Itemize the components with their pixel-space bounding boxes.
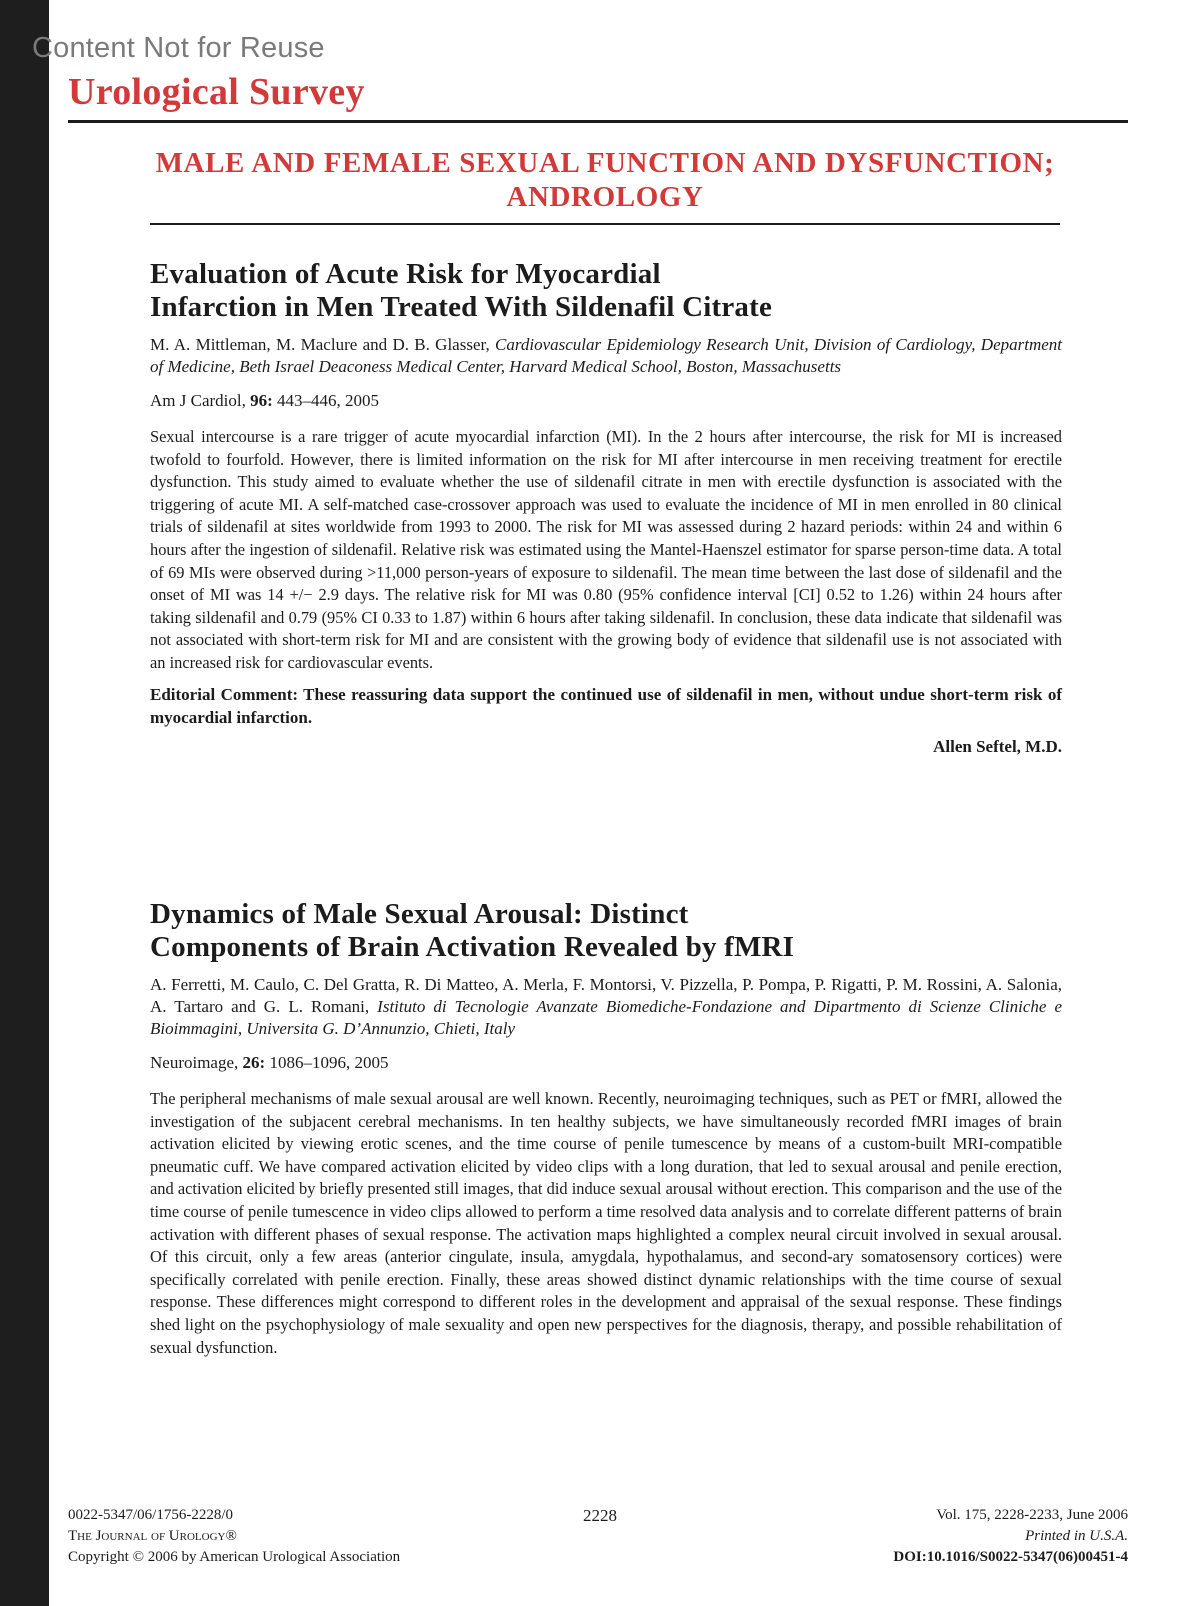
article-title bbox=[150, 258, 1062, 324]
left-margin-bar bbox=[0, 0, 49, 1606]
footer-issn: 0022-5347/06/1756-2228/0 bbox=[68, 1507, 233, 1523]
author-affiliation: Istituto di Tecnologie Avanzate Biomediche-Fondazione and Dipartmento di Scienze Cliniche e Bioimmagini, Universita G. D’Annunzio, Chieti, Italy bbox=[150, 997, 1063, 1038]
article-title-line-1: Evaluation of Acute Risk for Myocardial bbox=[150, 258, 661, 290]
footer-right bbox=[893, 1505, 1128, 1568]
footer-doi: DOI:10.1016/S0022-5347(06)00451-4 bbox=[893, 1549, 1128, 1565]
footer-printed: Printed in U.S.A. bbox=[1025, 1528, 1128, 1544]
article-abstract: Sexual intercourse is a rare trigger of acute myocardial infarction (MI). In the 2 hours after intercourse, the risk for MI is increased twofold to fourfold. However, there is limited information on the risk for MI after intercourse in men receiving treatment for erectile dysfunction. This study aimed to evaluate whether the use of sildenafil citrate in men with erectile dysfunction is associated with the triggering of acute MI. A self-matched case-crossover approach was used to evaluate the incidence of MI in men enrolled in 80 clinical trials of sildenafil at sites worldwide from 1993 to 2000. The risk for MI was assessed during 2 hazard periods: within 24 and within 6 hours after the ingestion of sildenafil. Relative risk was estimated using the Mantel-Haenszel estimator for sparse person-time data. A total of 69 MIs were observed during >11,000 person-years of exposure to sildenafil. The mean time between the last dose of sildenafil and the onset of MI was 14 +/− 2.9 days. The relative risk for MI was 0.80 (95% confidence interval [CI] 0.52 to 1.26) within 24 hours after taking sildenafil and 0.79 (95% CI 0.33 to 1.87) within 6 hours after taking sildenafil. In conclusion, these data indicate that sildenafil was not associated with short-term risk for MI and are consistent with the growing body of evidence that sildenafil use is not associated with an increased risk for cardiovascular events. bbox=[150, 427, 1062, 672]
article-citation bbox=[150, 1052, 1062, 1074]
author-affiliation: Cardiovascular Epidemiology Research Unit, Division of Cardiology, Department of Medicine, Beth Israel Deaconess Medical Center, Harvard Medical School, Boston, Massachusetts bbox=[150, 335, 1062, 376]
footer-left bbox=[68, 1505, 400, 1568]
article-citation bbox=[150, 390, 1062, 412]
section-title: MALE AND FEMALE SEXUAL FUNCTION AND DYSFUNCTION; ANDROLOGY bbox=[155, 147, 1055, 213]
citation-pages: 443–446, 2005 bbox=[277, 391, 380, 410]
article-title bbox=[150, 898, 1062, 964]
citation-volume: 96: bbox=[250, 391, 273, 410]
watermark: Content Not for Reuse bbox=[32, 32, 325, 64]
editorial-signature: Allen Seftel, M.D. bbox=[933, 736, 1062, 756]
footer-page-number: 2228 bbox=[583, 1506, 617, 1525]
article-title-line-2: Infarction in Men Treated With Sildenafil Citrate bbox=[150, 291, 773, 323]
article-title-line-2: Components of Brain Activation Revealed by fMRI bbox=[150, 931, 795, 963]
footer-volume: Vol. 175, 2228-2233, June 2006 bbox=[936, 1507, 1128, 1523]
article-abstract: The peripheral mechanisms of male sexual arousal are well known. Recently, neuroimaging techniques, such as PET or fMRI, allowed the investigation of the subjacent cerebral mechanisms. In ten healthy subjects, we have simultaneously recorded fMRI images of brain activation elicited by viewing erotic scenes, and the time course of penile tumescence by means of a custom-built MRI-compatible pneumatic cuff. We have compared activation elicited by video clips with a long duration, that led to sexual arousal and penile erection, and activation elicited by briefly presented still images, that did induce sexual arousal without erection. This comparison and the use of the time course of penile tumescence in video clips allowed to perform a time resolved data analysis and to correlate different patterns of brain activation with different phases of sexual response. The activation maps highlighted a complex neural circuit involved in sexual arousal. Of this circuit, only a few areas (anterior cingulate, insula, amygdala, hypothalamus, and second-ary somatosensory cortices) were specifically correlated with penile erection. Finally, these areas showed distinct dynamic relationships with the time course of sexual response. These differences might correspond to different roles in the development and appraisal of the sexual response. These findings shed light on the psychophysiology of male sexuality and open new perspectives for the diagnosis, therapy, and possible rehabilitation of sexual dysfunction. bbox=[150, 1089, 1062, 1357]
citation-pages: 1086–1096, 2005 bbox=[269, 1053, 389, 1072]
article-2 bbox=[150, 898, 1062, 1359]
footer-journal-name: The Journal of Urology® bbox=[68, 1528, 237, 1544]
author-names: A. Ferretti, M. Caulo, C. Del Gratta, R. Di Matteo, A. Merla, F. Montorsi, V. Pizzella, P. Pompa, P. Rigatti, P. M. Rossini, A. Salonia, A. Tartaro and G. L. Romani, bbox=[150, 975, 1062, 1016]
citation-journal: Am J Cardiol, bbox=[150, 391, 246, 410]
citation-journal: Neuroimage, bbox=[150, 1053, 239, 1072]
article-title-line-1: Dynamics of Male Sexual Arousal: Distinct bbox=[150, 898, 689, 930]
article-authors bbox=[150, 334, 1062, 378]
header-rule bbox=[68, 120, 1128, 123]
citation-volume: 26: bbox=[242, 1053, 266, 1072]
journal-section-title: Urological Survey bbox=[68, 71, 365, 113]
article-authors bbox=[150, 974, 1062, 1040]
section-rule bbox=[150, 223, 1060, 225]
editorial-comment: Editorial Comment: These reassuring data support the continued use of sildenafil in men, without undue short-term risk of myocardial infarction. bbox=[150, 684, 1062, 727]
footer-copyright: Copyright © 2006 by American Urological Association bbox=[68, 1549, 401, 1565]
article-1 bbox=[150, 258, 1062, 757]
author-names: M. A. Mittleman, M. Maclure and D. B. Glasser, bbox=[150, 335, 490, 354]
